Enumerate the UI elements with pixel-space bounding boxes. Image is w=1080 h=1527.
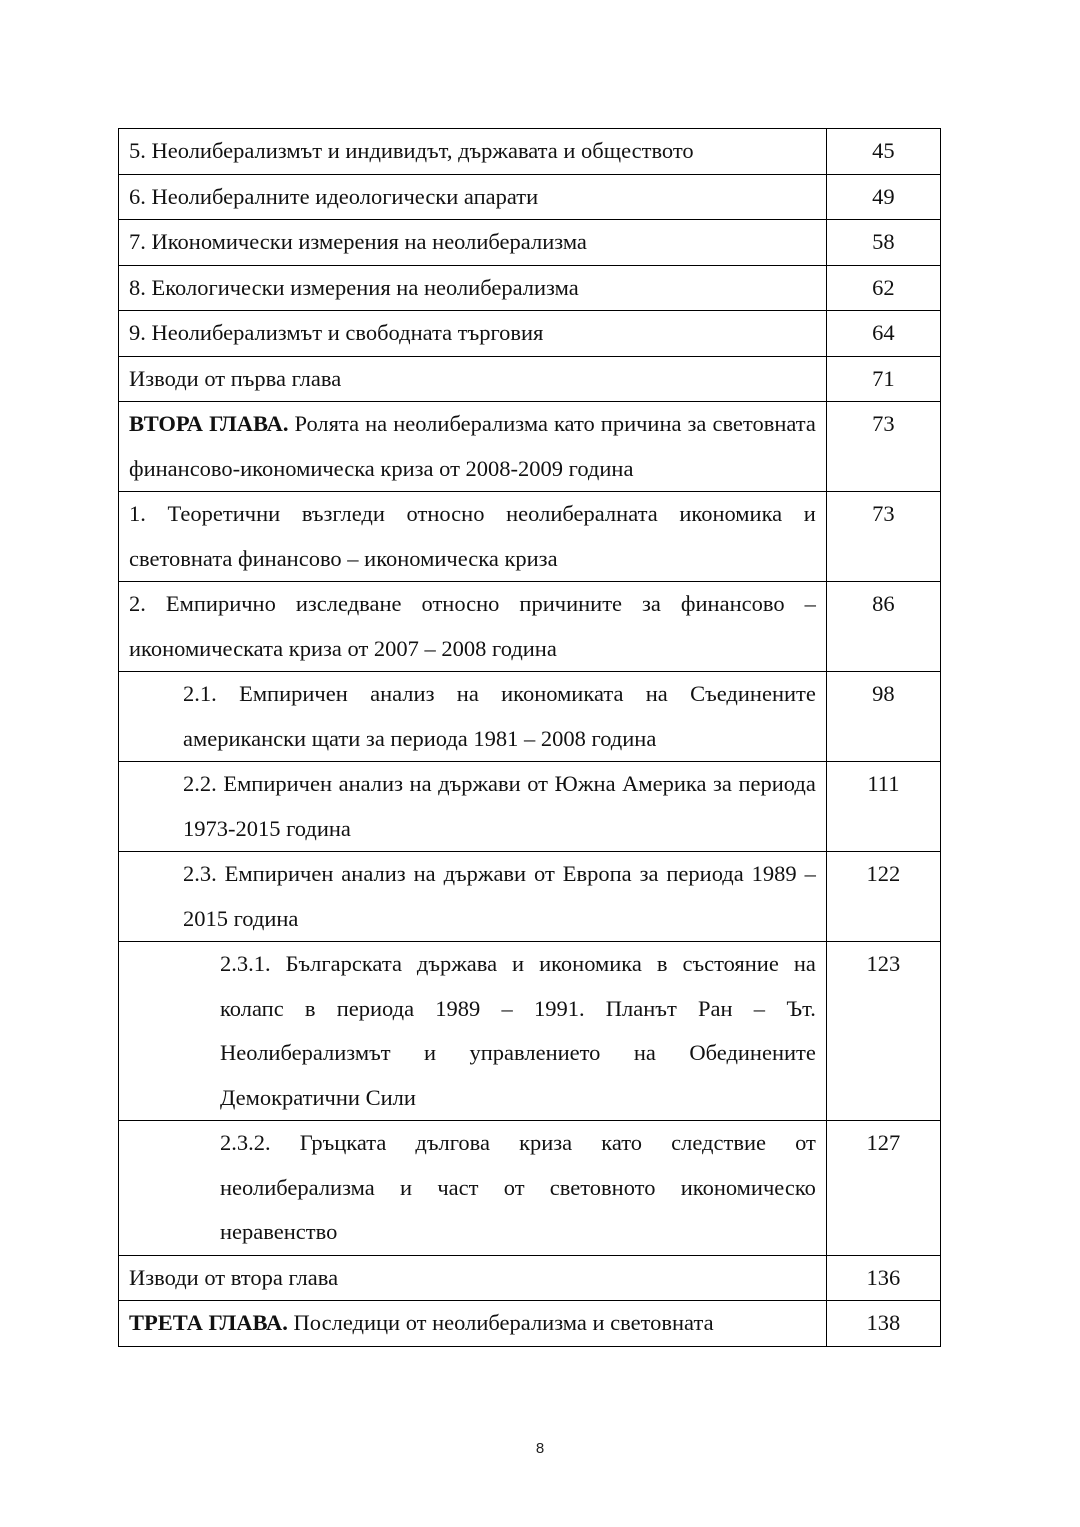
toc-title-text: 2.2. Емпиричен анализ на държави от Южна Америка за периода 1973-2015 година: [183, 771, 816, 841]
toc-entry-title: [119, 402, 827, 492]
toc-title-text: 5. Неолиберализмът и индивидът, държавата и обществото: [129, 138, 694, 163]
toc-title-text: Изводи от втора глава: [129, 1264, 339, 1290]
toc-entry-page: 71: [826, 356, 940, 402]
toc-title-text: 7. Икономически измерения на неолиберализма: [129, 229, 587, 254]
toc-entry-title: [119, 942, 827, 1121]
toc-entry-page: 86: [826, 582, 940, 672]
toc-title-text: Ролята на неолиберализма като причина за световната финансово-икономическа криза от 2008-2009 година: [129, 411, 816, 481]
toc-entry-page: 58: [826, 220, 940, 266]
toc-row-chapter: [119, 402, 941, 492]
toc-title-text: Изводи от първа глава: [129, 365, 342, 391]
toc-entry-page: 45: [826, 129, 940, 175]
chapter-label: ТРЕТА ГЛАВА.: [129, 1310, 288, 1335]
toc-row: [119, 762, 941, 852]
toc-entry-page: 122: [826, 852, 940, 942]
toc-title-text: 2.3.2. Гръцката дългова криза като следствие от неолиберализма и част от световното икономическо неравенство: [220, 1130, 816, 1244]
toc-entry-page: 123: [826, 942, 940, 1121]
toc-title-text: 2.1. Емпиричен анализ на икономиката на Съединените американски щати за периода 1981 – 2008 година: [183, 681, 816, 751]
toc-row: [119, 129, 941, 175]
toc-entry-page: 62: [826, 265, 940, 311]
toc-row: [119, 1121, 941, 1256]
toc-entry-title: [119, 356, 827, 402]
page-number: 8: [535, 1440, 545, 1457]
toc-row: [119, 492, 941, 582]
toc-entry-title: [119, 311, 827, 357]
toc-entry-title: [119, 1255, 827, 1301]
table-of-contents: [118, 128, 941, 1347]
toc-entry-page: 73: [826, 492, 940, 582]
toc-row: [119, 852, 941, 942]
toc-row: [119, 942, 941, 1121]
toc-entry-page: 49: [826, 174, 940, 220]
toc-entry-title: [119, 174, 827, 220]
toc-row: [119, 582, 941, 672]
toc-entry-title: [119, 265, 827, 311]
toc-entry-title: [119, 129, 827, 175]
toc-row: [119, 356, 941, 402]
toc-entry-page: 138: [826, 1301, 940, 1347]
toc-entry-page: 64: [826, 311, 940, 357]
toc-entry-page: 73: [826, 402, 940, 492]
toc-entry-title: [119, 1121, 827, 1256]
toc-entry-title: [119, 1301, 827, 1347]
toc-title-text: 6. Неолибералните идеологически апарати: [129, 183, 539, 209]
toc-entry-title: [119, 672, 827, 762]
toc-row: [119, 265, 941, 311]
toc-entry-page: 98: [826, 672, 940, 762]
chapter-label: ВТОРА ГЛАВА.: [129, 411, 289, 436]
toc-row: [119, 220, 941, 266]
toc-title-text: Последици от неолиберализма и световната: [287, 1310, 714, 1335]
toc-entry-title: [119, 220, 827, 266]
toc-entry-page: 136: [826, 1255, 940, 1301]
toc-entry-title: [119, 492, 827, 582]
toc-entry-title: [119, 762, 827, 852]
toc-entry-title: [119, 852, 827, 942]
toc-row: [119, 1255, 941, 1301]
toc-title-text: 1. Теоретични възгледи относно неолибералната икономика и световната финансово – икономическа криза: [129, 501, 816, 571]
toc-row: [119, 174, 941, 220]
toc-title-text: 2.3. Емпиричен анализ на държави от Европа за периода 1989 – 2015 година: [183, 861, 816, 931]
toc-title-text: 8. Екологически измерения на неолиберализма: [129, 274, 579, 300]
toc-row: [119, 672, 941, 762]
toc-title-text: 9. Неолиберализмът и свободната търговия: [129, 320, 544, 345]
toc-entry-page: 111: [826, 762, 940, 852]
toc-row: [119, 311, 941, 357]
toc-title-text: 2.3.1. Българската държава и икономика в състояние на колапс в периода 1989 – 1991. Планът Ран – Ът. Неолиберализмът и управлението на Обединените Демократични Сили: [220, 951, 816, 1110]
toc-entry-title: [119, 582, 827, 672]
toc-title-text: 2. Емпирично изследване относно причините за финансово – икономическата криза от 2007 – 2008 година: [129, 591, 816, 661]
toc-entry-page: 127: [826, 1121, 940, 1256]
toc-row-chapter: [119, 1301, 941, 1347]
